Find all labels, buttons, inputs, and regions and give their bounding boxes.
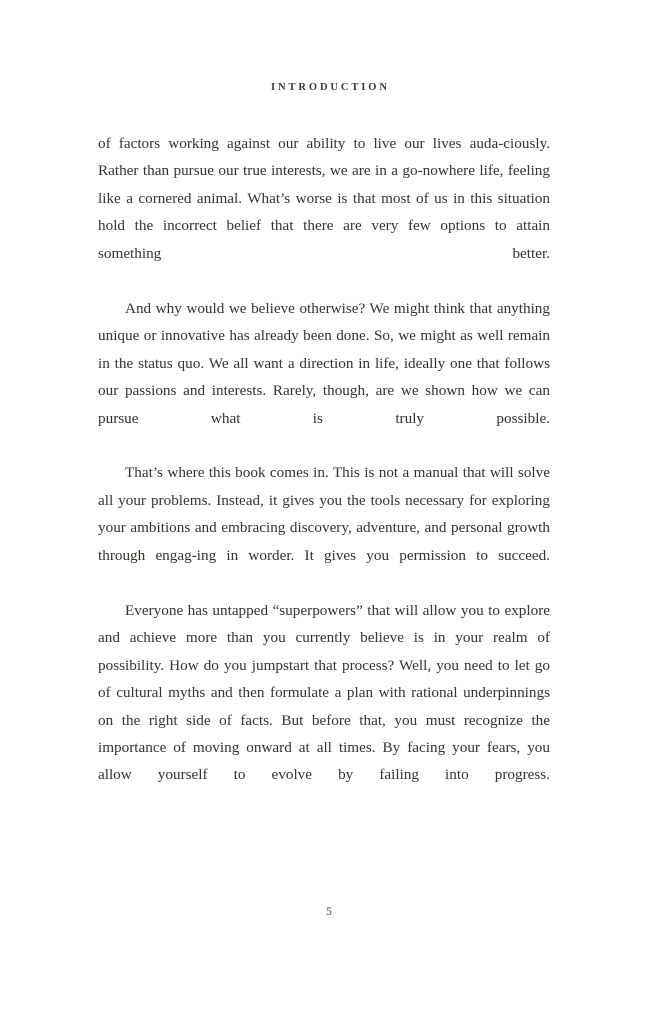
body-text-block bbox=[98, 130, 550, 816]
page-number: 5 bbox=[326, 906, 332, 918]
paragraph: That’s where this book comes in. This is not a manual that will solve all your problems. Instead, it gives you the tools necessary for exploring your ambitions and embracing discovery, adventure, and personal growth through engag-ing in worder. It gives you permission to succeed. bbox=[98, 464, 550, 564]
paragraph: And why would we believe otherwise? We might think that anything unique or innovative has already been done. So, we might as well remain in the status quo. We all want a direction in life, ideally one that follows our passions and interests. Rarely, though, are we shown how we can pursue what is truly possible. bbox=[98, 299, 550, 427]
paragraph: of factors working against our ability to live our lives auda-ciously. Rather than pursue our true interests, we are in a go-nowhere life, feeling like a cornered animal. What’s worse is that most of us in this situation hold the incorrect belief that there are very few options to attain something better. bbox=[98, 135, 550, 262]
running-head: INTRODUCTION bbox=[271, 82, 390, 93]
paragraph: Everyone has untapped “superpowers” that will allow you to explore and achieve more than you currently believe is in your realm of possibility. How do you jumpstart that process? Well, you need to let go of cultural myths and then formulate a plan with rational underpinnings on the right side of facts. But before that, you must recognize the importance of moving onward at all times. By facing your fears, you allow yourself to evolve by failing into progress. bbox=[98, 601, 550, 784]
